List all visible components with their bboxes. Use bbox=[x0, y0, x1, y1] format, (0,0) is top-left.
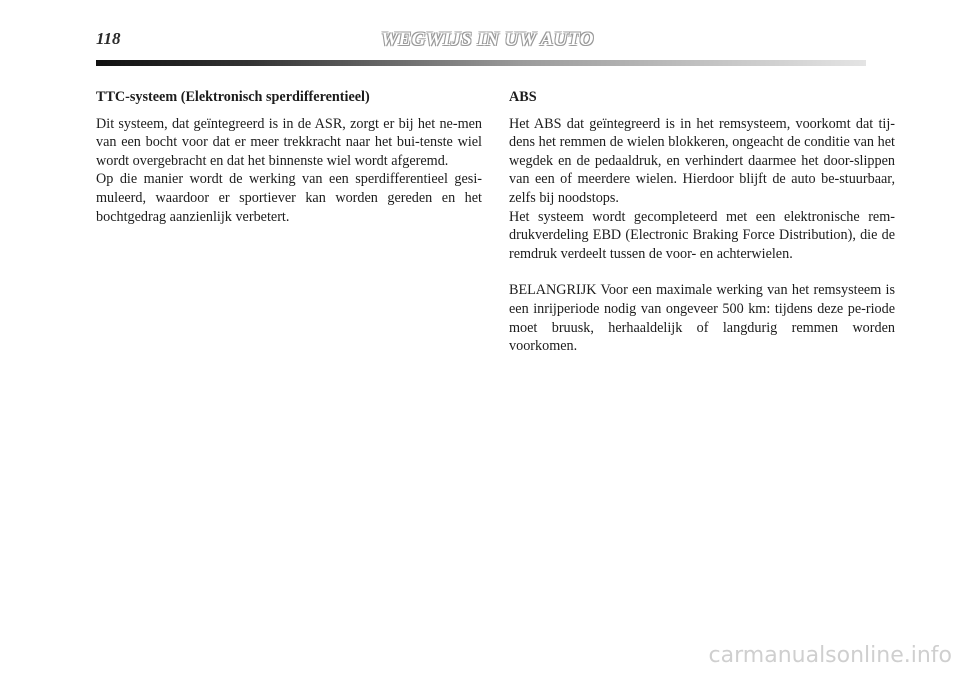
page-number: 118 bbox=[96, 29, 121, 48]
paragraph: Dit systeem, dat geïntegreerd is in de ASR, zorgt er bij het ne-men van een bocht voor dat er meer trekkracht naar het bui-tenste wiel wordt overgebracht en dat het binnenste wiel wordt afgeremd. bbox=[96, 115, 482, 169]
important-note: BELANGRIJK Voor een maximale werking van het remsysteem is een inrijperiode nodig van ongeveer 500 km: tijdens deze pe-riode moet bruusk, herhaaldelijk of langdurig remmen worden voorkomen. bbox=[509, 282, 895, 355]
section-heading-ttc: TTC-systeem (Elektronisch sperdifferentieel) bbox=[96, 89, 370, 105]
paragraph: Het ABS dat geïntegreerd is in het remsysteem, voorkomt dat tij-dens het remmen de wielen blokkeren, ongeacht de conditie van het wegdek en de pedaaldruk, en verhindert daarmee het door-slippen van een of meerdere wielen. Hierdoor blijft de auto be-stuurbaar, zelfs bij noodstops. bbox=[509, 115, 895, 206]
running-title: WEGWIJS IN UW AUTO bbox=[381, 29, 594, 50]
left-column bbox=[96, 88, 482, 226]
watermark: carmanualsonline.info bbox=[708, 643, 952, 668]
section-heading-abs: ABS bbox=[509, 89, 537, 105]
right-column bbox=[509, 88, 895, 356]
paragraph: Het systeem wordt gecompleteerd met een elektronische rem-drukverdeling EBD (Electronic Braking Force Distribution), die de remdruk verdeelt tussen de voor- en achterwielen. bbox=[509, 208, 895, 262]
header-rule bbox=[96, 60, 866, 66]
paragraph: Op die manier wordt de werking van een sperdifferentieel gesi-muleerd, waardoor er sportiever kan worden gereden en het bochtgedrag aanzienlijk verbetert. bbox=[96, 171, 482, 225]
